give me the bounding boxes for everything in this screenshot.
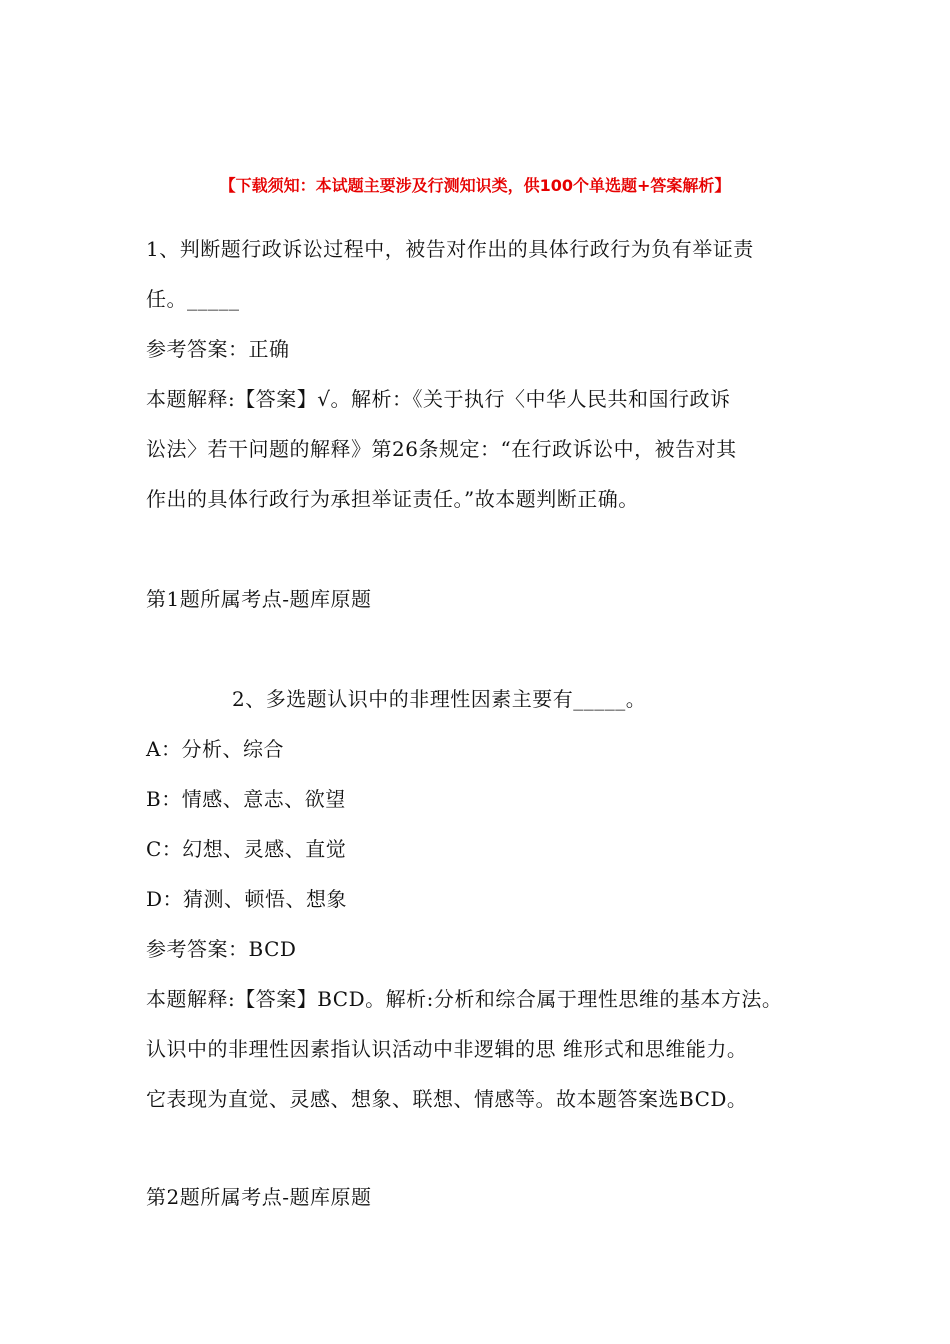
question-2-option-d: D：猜测、顿悟、想象 xyxy=(146,887,348,911)
question-1-stem-line-2: 任。_____ xyxy=(146,287,240,311)
question-1-explanation-line-2: 讼法〉若干问题的解释》第26条规定：“在行政诉讼中，被告对其 xyxy=(146,437,737,461)
question-2-explanation-line-2: 认识中的非理性因素指认识活动中非逻辑的思 维形式和思维能力。 xyxy=(146,1037,748,1061)
question-2-option-c: C：幻想、灵感、直觉 xyxy=(146,837,347,861)
question-2-stem: 2、多选题认识中的非理性因素主要有_____。 xyxy=(232,687,647,711)
question-2-explanation-line-1: 本题解释:【答案】BCD。解析:分析和综合属于理性思维的基本方法。 xyxy=(146,987,783,1011)
question-2-answer: 参考答案：BCD xyxy=(146,937,297,961)
question-1-stem-line-1: 1、判断题行政诉讼过程中，被告对作出的具体行政行为负有举证责 xyxy=(146,237,754,261)
question-2-option-b: B：情感、意志、欲望 xyxy=(146,787,346,811)
question-2-source: 第2题所属考点-题库原题 xyxy=(146,1185,372,1209)
question-1-source: 第1题所属考点-题库原题 xyxy=(146,587,372,611)
question-2-option-a: A：分析、综合 xyxy=(146,737,284,761)
download-notice: 【下载须知：本试题主要涉及行测知识类，供100个单选题+答案解析】 xyxy=(219,176,731,195)
question-1-answer: 参考答案：正确 xyxy=(146,337,290,361)
question-2-explanation-line-3: 它表现为直觉、灵感、想象、联想、情感等。故本题答案选BCD。 xyxy=(146,1087,748,1111)
question-1-explanation-line-3: 作出的具体行政行为承担举证责任。”故本题判断正确。 xyxy=(146,487,639,511)
question-1-explanation-line-1: 本题解释:【答案】√。解析：《关于执行〈中华人民共和国行政诉 xyxy=(146,387,731,411)
